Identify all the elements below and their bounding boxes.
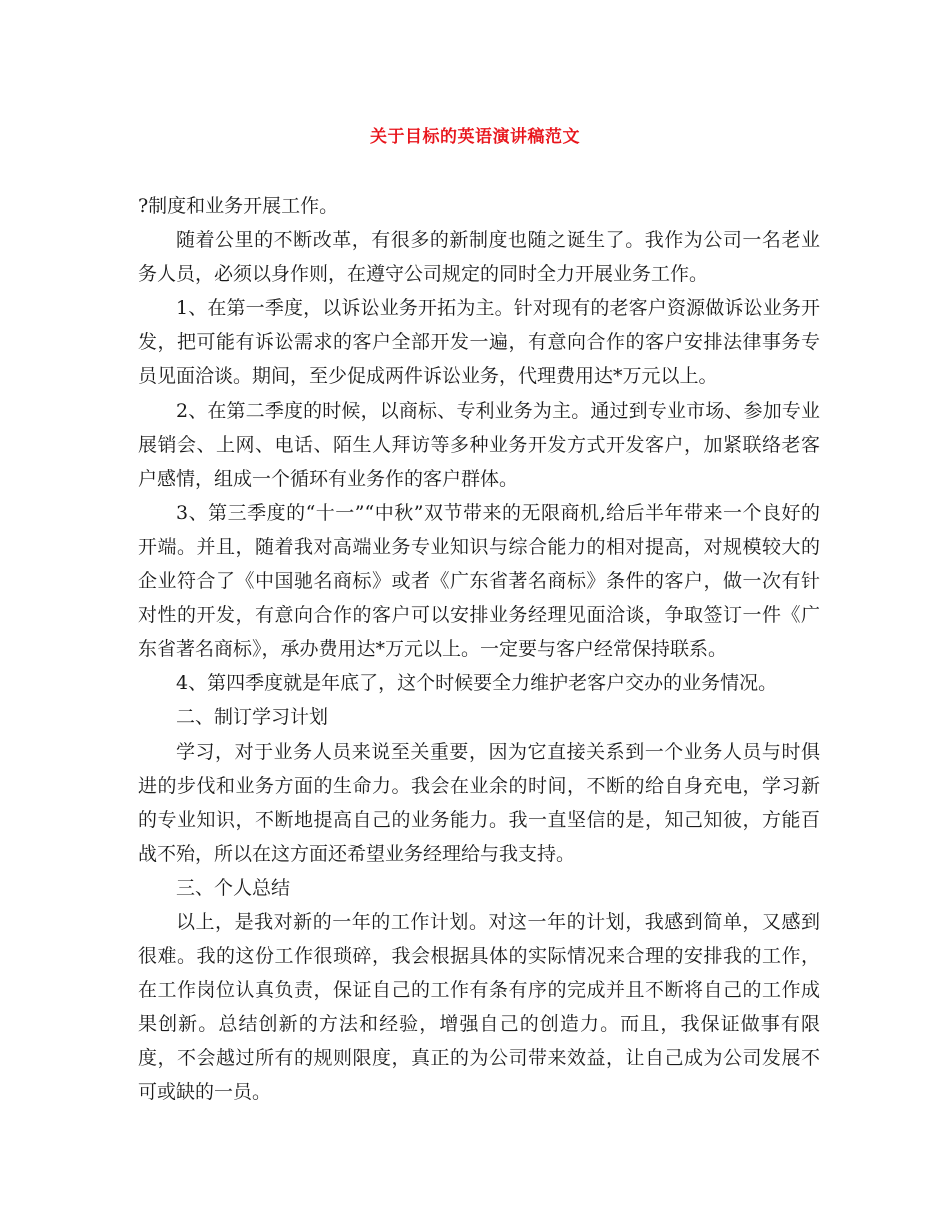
paragraph-5: 3、第三季度的“十一”“中秋”双节带来的无限商机,给后半年带来一个良好的开端。并且，随着我对高端业务专业知识与综合能力的相对提高，对规模较大的企业符合了《中国驰名商标》或者《广东省著名商标》条件的客户，做一次有针对性的开发，有意向合作的客户可以安排业务经理见面洽谈，争取签订一件《广东省著名商标》，承办费用达*万元以上。一定要与客户经常保持联系。	[138, 501, 820, 661]
paragraph-4: 2、在第二季度的时候，以商标、专利业务为主。通过到专业市场、参加专业展销会、上网、电话、陌生人拜访等多种业务开发方式开发客户，加紧联络老客户感情，组成一个循环有业务作的客户群体。	[138, 399, 820, 490]
document-body	[138, 189, 820, 1110]
section-heading-study-plan: 二、制订学习计划	[176, 706, 329, 729]
section-heading-personal-summary: 三、个人总结	[176, 876, 291, 899]
paragraph-3: 1、在第一季度，以诉讼业务开拓为主。针对现有的老客户资源做诉讼业务开发，把可能有诉讼需求的客户全部开发一遍，有意向合作的客户安排法律事务专员见面洽谈。期间，至少促成两件诉讼业务，代理费用达*万元以上。	[138, 297, 820, 388]
paragraph-10: 以上，是我对新的一年的工作计划。对这一年的计划，我感到简单，又感到很难。我的这份工作很琐碎，我会根据具体的实际情况来合理的安排我的工作，在工作岗位认真负责，保证自己的工作有条有序的完成并且不断将自己的工作成果创新。总结创新的方法和经验，增强自己的创造力。而且，我保证做事有限度，不会越过所有的规则限度，真正的为公司带来效益，让自己成为公司发展不可或缺的一员。	[138, 910, 820, 1104]
paragraph-6: 4、第四季度就是年底了，这个时候要全力维护老客户交办的业务情况。	[176, 672, 778, 695]
paragraph-1: ?制度和业务开展工作。	[138, 195, 339, 217]
document-title: 关于目标的英语演讲稿范文	[370, 127, 580, 147]
paragraph-2: 随着公里的不断改革，有很多的新制度也随之诞生了。我作为公司一名老业务人员，必须以身作则，在遵守公司规定的同时全力开展业务工作。	[138, 229, 820, 286]
paragraph-8: 学习，对于业务人员来说至关重要，因为它直接关系到一个业务人员与时俱进的步伐和业务方面的生命力。我会在业余的时间，不断的给自身充电，学习新的专业知识，不断地提高自己的业务能力。我一直坚信的是，知己知彼，方能百战不殆，所以在这方面还希望业务经理给与我支持。	[138, 740, 820, 865]
